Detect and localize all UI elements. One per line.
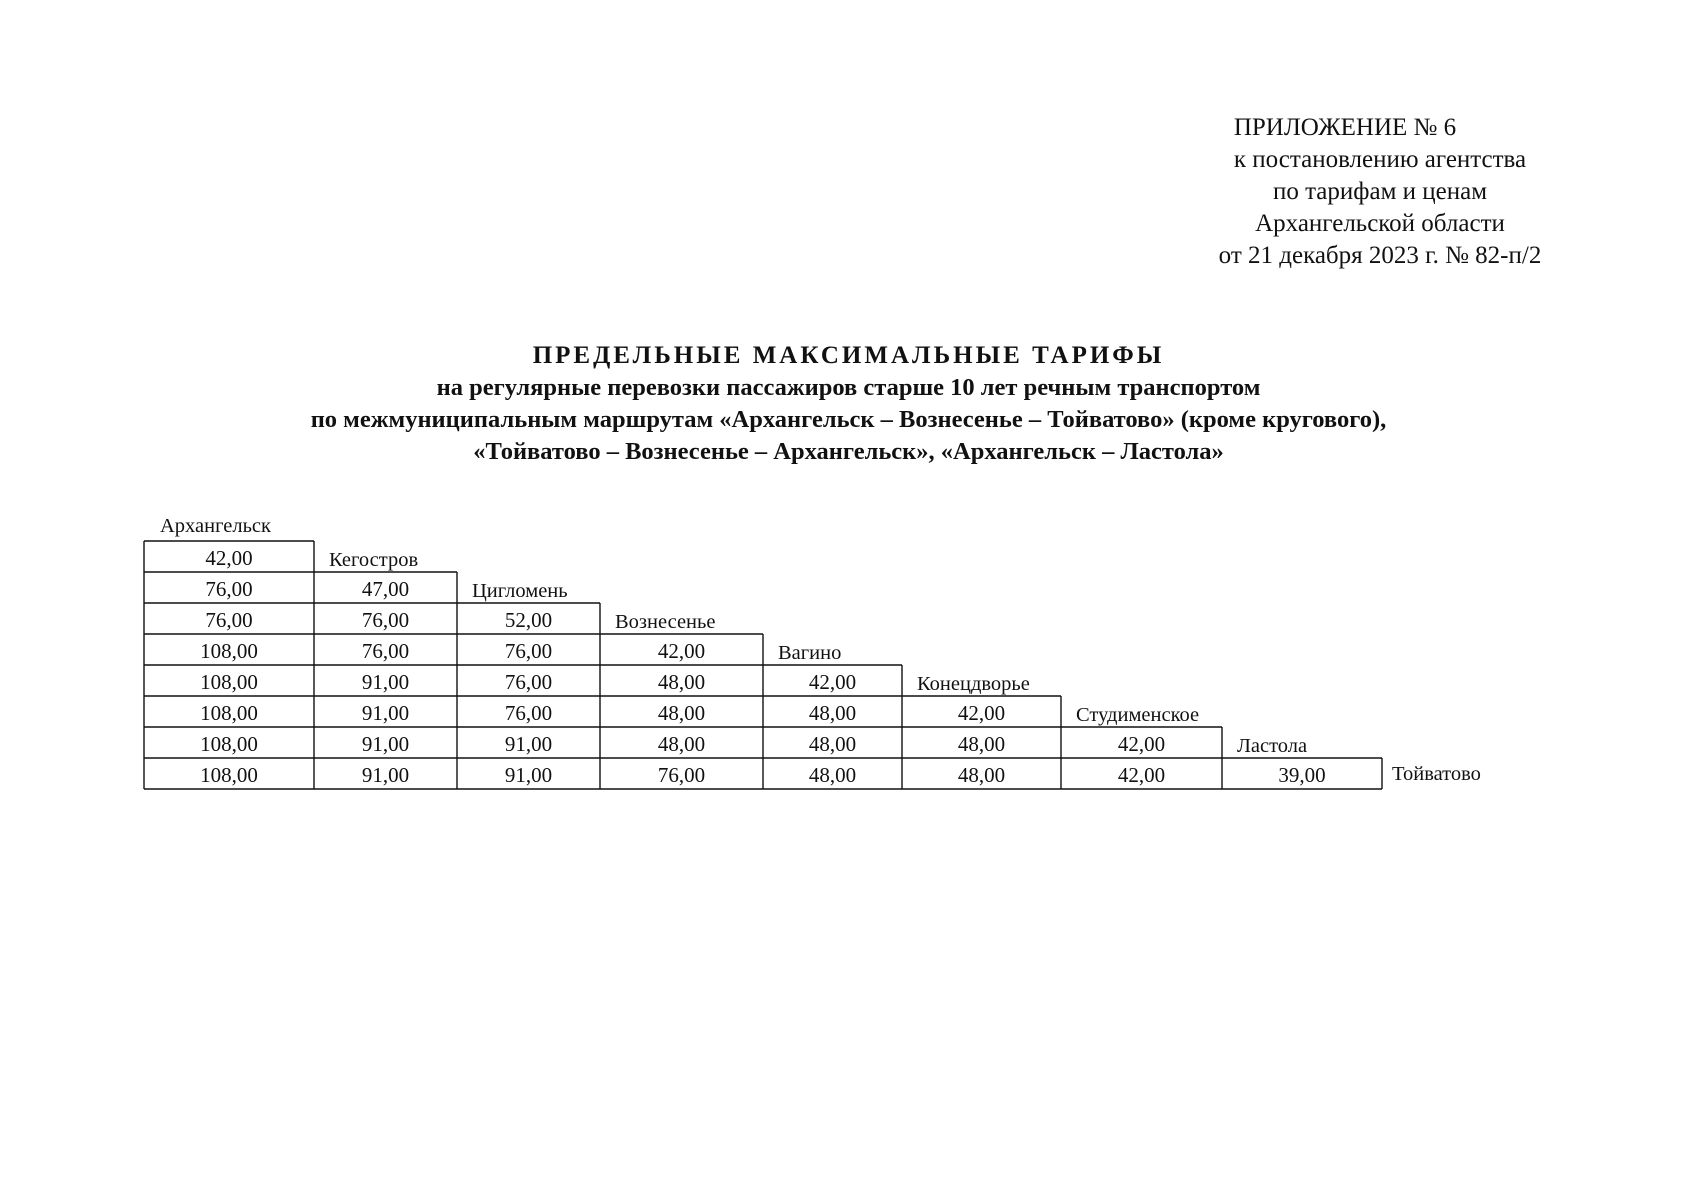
fare-cell: 76,00 [504, 670, 553, 694]
fare-cell: 91,00 [361, 763, 410, 787]
fare-cell: 42,00 [657, 639, 706, 663]
fare-cell: 91,00 [361, 732, 410, 756]
fare-cell: 52,00 [504, 608, 553, 632]
fare-cell: 91,00 [504, 763, 553, 787]
stop-label: Конецдворье [917, 673, 1030, 695]
fare-cell: 48,00 [808, 701, 857, 725]
fare-cell: 76,00 [657, 763, 706, 787]
appendix-date: от 21 декабря 2023 г. № 82-п/2 [1218, 242, 1542, 269]
fare-cell: 42,00 [808, 670, 857, 694]
fare-cell: 48,00 [808, 763, 857, 787]
fare-cell: 48,00 [957, 732, 1006, 756]
fare-cell: 42,00 [1117, 763, 1166, 787]
stop-label: Цигломень [472, 580, 568, 602]
document-title [0, 340, 1697, 468]
title-line: «Тойватово – Вознесенье – Архангельск», «Архангельск – Ластола» [473, 438, 1224, 465]
fare-cell: 91,00 [361, 670, 410, 694]
fare-cell: 48,00 [657, 701, 706, 725]
stop-label: Вагино [778, 642, 842, 664]
fare-cell: 108,00 [200, 701, 258, 725]
fare-cell: 48,00 [808, 732, 857, 756]
appendix-line: к постановлению агентства [1233, 146, 1527, 173]
fare-cell: 76,00 [205, 577, 253, 601]
title-heading: ПРЕДЕЛЬНЫЕ МАКСИМАЛЬНЫЕ ТАРИФЫ [532, 342, 1165, 369]
stop-label: Ластола [1237, 735, 1308, 757]
stop-label: Тойватово [1392, 763, 1481, 785]
fare-cell: 91,00 [361, 701, 410, 725]
fare-cell: 91,00 [504, 732, 553, 756]
fare-cell: 42,00 [957, 701, 1006, 725]
fare-cell: 48,00 [657, 732, 706, 756]
appendix-number: ПРИЛОЖЕНИЕ № 6 [1233, 114, 1457, 141]
fare-cell: 48,00 [657, 670, 706, 694]
stop-label: Студименское [1076, 704, 1200, 726]
appendix-line: Архангельской области [1255, 210, 1505, 237]
fare-cell: 108,00 [200, 763, 258, 787]
fare-cell: 48,00 [957, 763, 1006, 787]
fare-cell: 39,00 [1278, 763, 1326, 787]
stop-label: Вознесенье [615, 611, 716, 633]
appendix-line: по тарифам и ценам [1272, 178, 1488, 205]
fare-cell: 76,00 [504, 701, 553, 725]
fare-cell: 47,00 [361, 577, 410, 601]
fare-cell: 108,00 [200, 639, 258, 663]
fare-cell: 76,00 [361, 639, 410, 663]
fare-cell: 108,00 [200, 670, 258, 694]
fare-cell: 76,00 [361, 608, 410, 632]
stop-label: Архангельск [160, 515, 271, 537]
fare-cell: 42,00 [205, 546, 253, 570]
title-line: на регулярные перевозки пассажиров старше 10 лет речным транспортом [436, 374, 1261, 401]
title-line: по межмуниципальным маршрутам «Архангельск – Вознесенье – Тойватово» (кроме кругового), [310, 406, 1387, 433]
appendix-header [1150, 112, 1610, 272]
stop-label: Кегостров [329, 549, 419, 571]
fare-cell: 108,00 [200, 732, 258, 756]
fare-cell: 42,00 [1117, 732, 1166, 756]
fare-cell: 76,00 [205, 608, 253, 632]
fare-cell: 76,00 [504, 639, 553, 663]
